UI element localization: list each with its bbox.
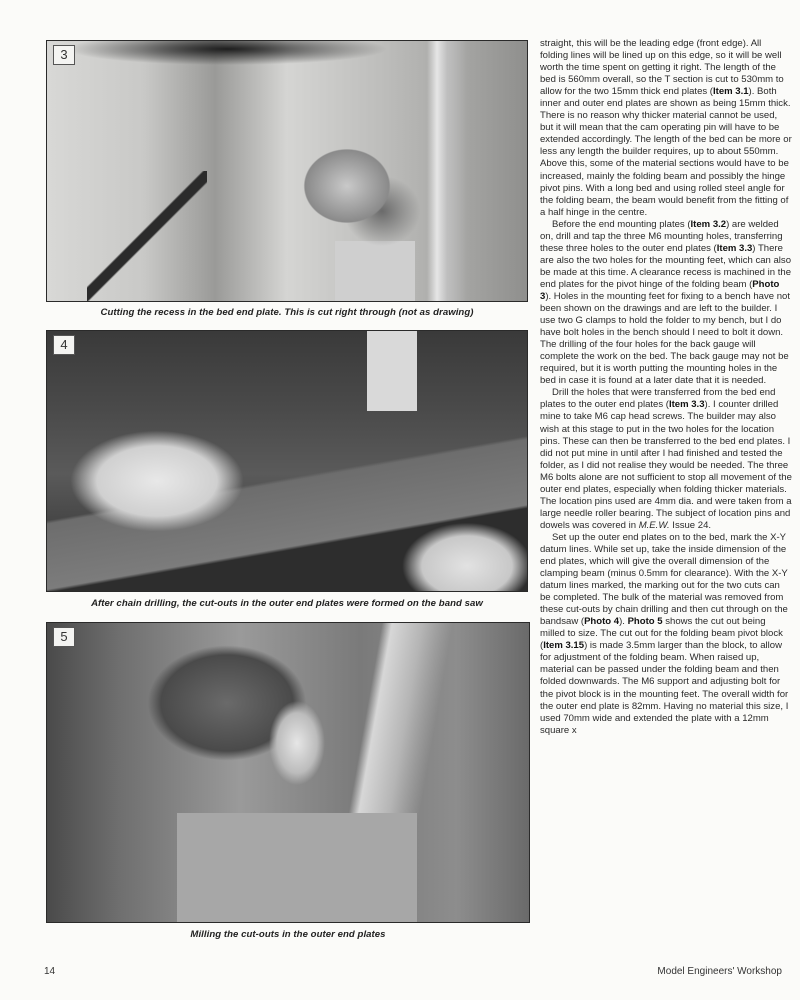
photo-number-badge: 3 [53, 45, 75, 65]
paragraph: straight, this will be the leading edge (front edge). All folding lines will be lined up on this edge, so it will be well worth the time spent on getting it right. The length of the bed is 560mm overall, so the T section is cut to 530mm to allow for the two 15mm thick end plates (Item 3.1). Both inner and outer end plates are shown as being 15mm thick. There is no reason why thicker material cannot be used, but it will mean that the cam operating pin will have to be extended accordingly. The length of the bed can be more or less any length the builder requires, up to about 550mm. Above this, some of the material sections would have to be increased, mainly the folding beam and possibly the hinge pivot pins. With a long bed and using rolled steel angle for the folding beam, the beam would benefit from the fitting of a half hinge in the centre. [540, 38, 792, 218]
photo-5-caption: Milling the cut-outs in the outer end plates [190, 929, 386, 940]
page-number: 14 [44, 966, 56, 977]
paragraph: Before the end mounting plates (Item 3.2) are welded on, drill and tap the three M6 mounting holes, transferring these three holes to the outer end plates (Item 3.3) There are also the two holes for the mounting feet, which can also be made at this time. A clearance recess is machined in the end plates for the pivot hinge of the folding beam (Photo 3). Holes in the mounting feet for fixing to a bench have not been shown on the drawings and are left to the builder. I use two G clamps to hold the folder to my bench, but I do have bolt holes in the bench should I need to bolt it down. The drilling of the four holes for the back gauge will complete the work on the bed. The back gauge may not be required, but it is worth putting the mounting holes in the bed in case it is found at a later date that it is needed. [540, 218, 792, 387]
item-reference: Item 3.3 [668, 399, 705, 411]
photo-reference: Photo 5 [627, 616, 663, 628]
item-reference: Item 3.2 [690, 218, 727, 230]
photo-3 [46, 40, 528, 302]
photo-number-badge: 4 [53, 335, 75, 355]
photo-reference: Photo 3 [540, 278, 780, 302]
photo-3-caption: Cutting the recess in the bed end plate. This is cut right through (not as drawing) [100, 307, 474, 318]
photo-reference: Photo 4 [584, 616, 620, 628]
photo-5 [46, 622, 530, 923]
article-body-column [540, 38, 792, 737]
item-reference: Item 3.15 [543, 640, 585, 652]
paragraph: Set up the outer end plates on to the bed, mark the X-Y datum lines. While set up, take the inside dimension of the end plates, which will give the overall dimension of the clamping beam (minus 0.5mm for clearance). With the X-Y datum lines marked, the marking out for the two cuts can be completed. The bulk of the material was removed from these cut-outs by chain drilling and then cut through on the bandsaw (Photo 4). Photo 5 shows the cut out being milled to size. The cut out for the folding beam pivot block (Item 3.15) is made 3.5mm larger than the block, to allow for adjustment of the folding beam. When raised up, material can be passed under the folding beam and then folded downwards. The M6 support and adjusting bolt for the pivot block is in the mounting feet. The overall width for the outer end plate is 82mm. Having no material this size, I used 70mm wide and extended the plate with a 12mm square x [540, 531, 789, 736]
item-reference: Item 3.1 [712, 86, 749, 98]
publication-name: Model Engineers' Workshop [657, 966, 782, 977]
photo-4 [46, 330, 528, 592]
publication-reference: M.E.W. [638, 519, 670, 531]
photo-4-caption: After chain drilling, the cut-outs in the outer end plates were formed on the band saw [91, 598, 483, 609]
item-reference: Item 3.3 [716, 242, 753, 254]
paragraph: Drill the holes that were transferred from the bed end plates to the outer end plates (Item 3.3). I counter drilled mine to take M6 cap head screws. The builder may also wish at this stage to put in the two holes for the location pins. These can then be transferred to the bed end plates. I did not put mine in until after I had finished and tested the folder, as I did not realise they would be needed. The three M6 bolts alone are not sufficient to stop all movement of the outer end plates, especially when folding thicker materials. The location pins used are 4mm dia. and were taken from a large needle roller bearing. The subject of location pins and dowels was covered in M.E.W. Issue 24. [540, 387, 792, 531]
photo-number-badge: 5 [53, 627, 75, 647]
